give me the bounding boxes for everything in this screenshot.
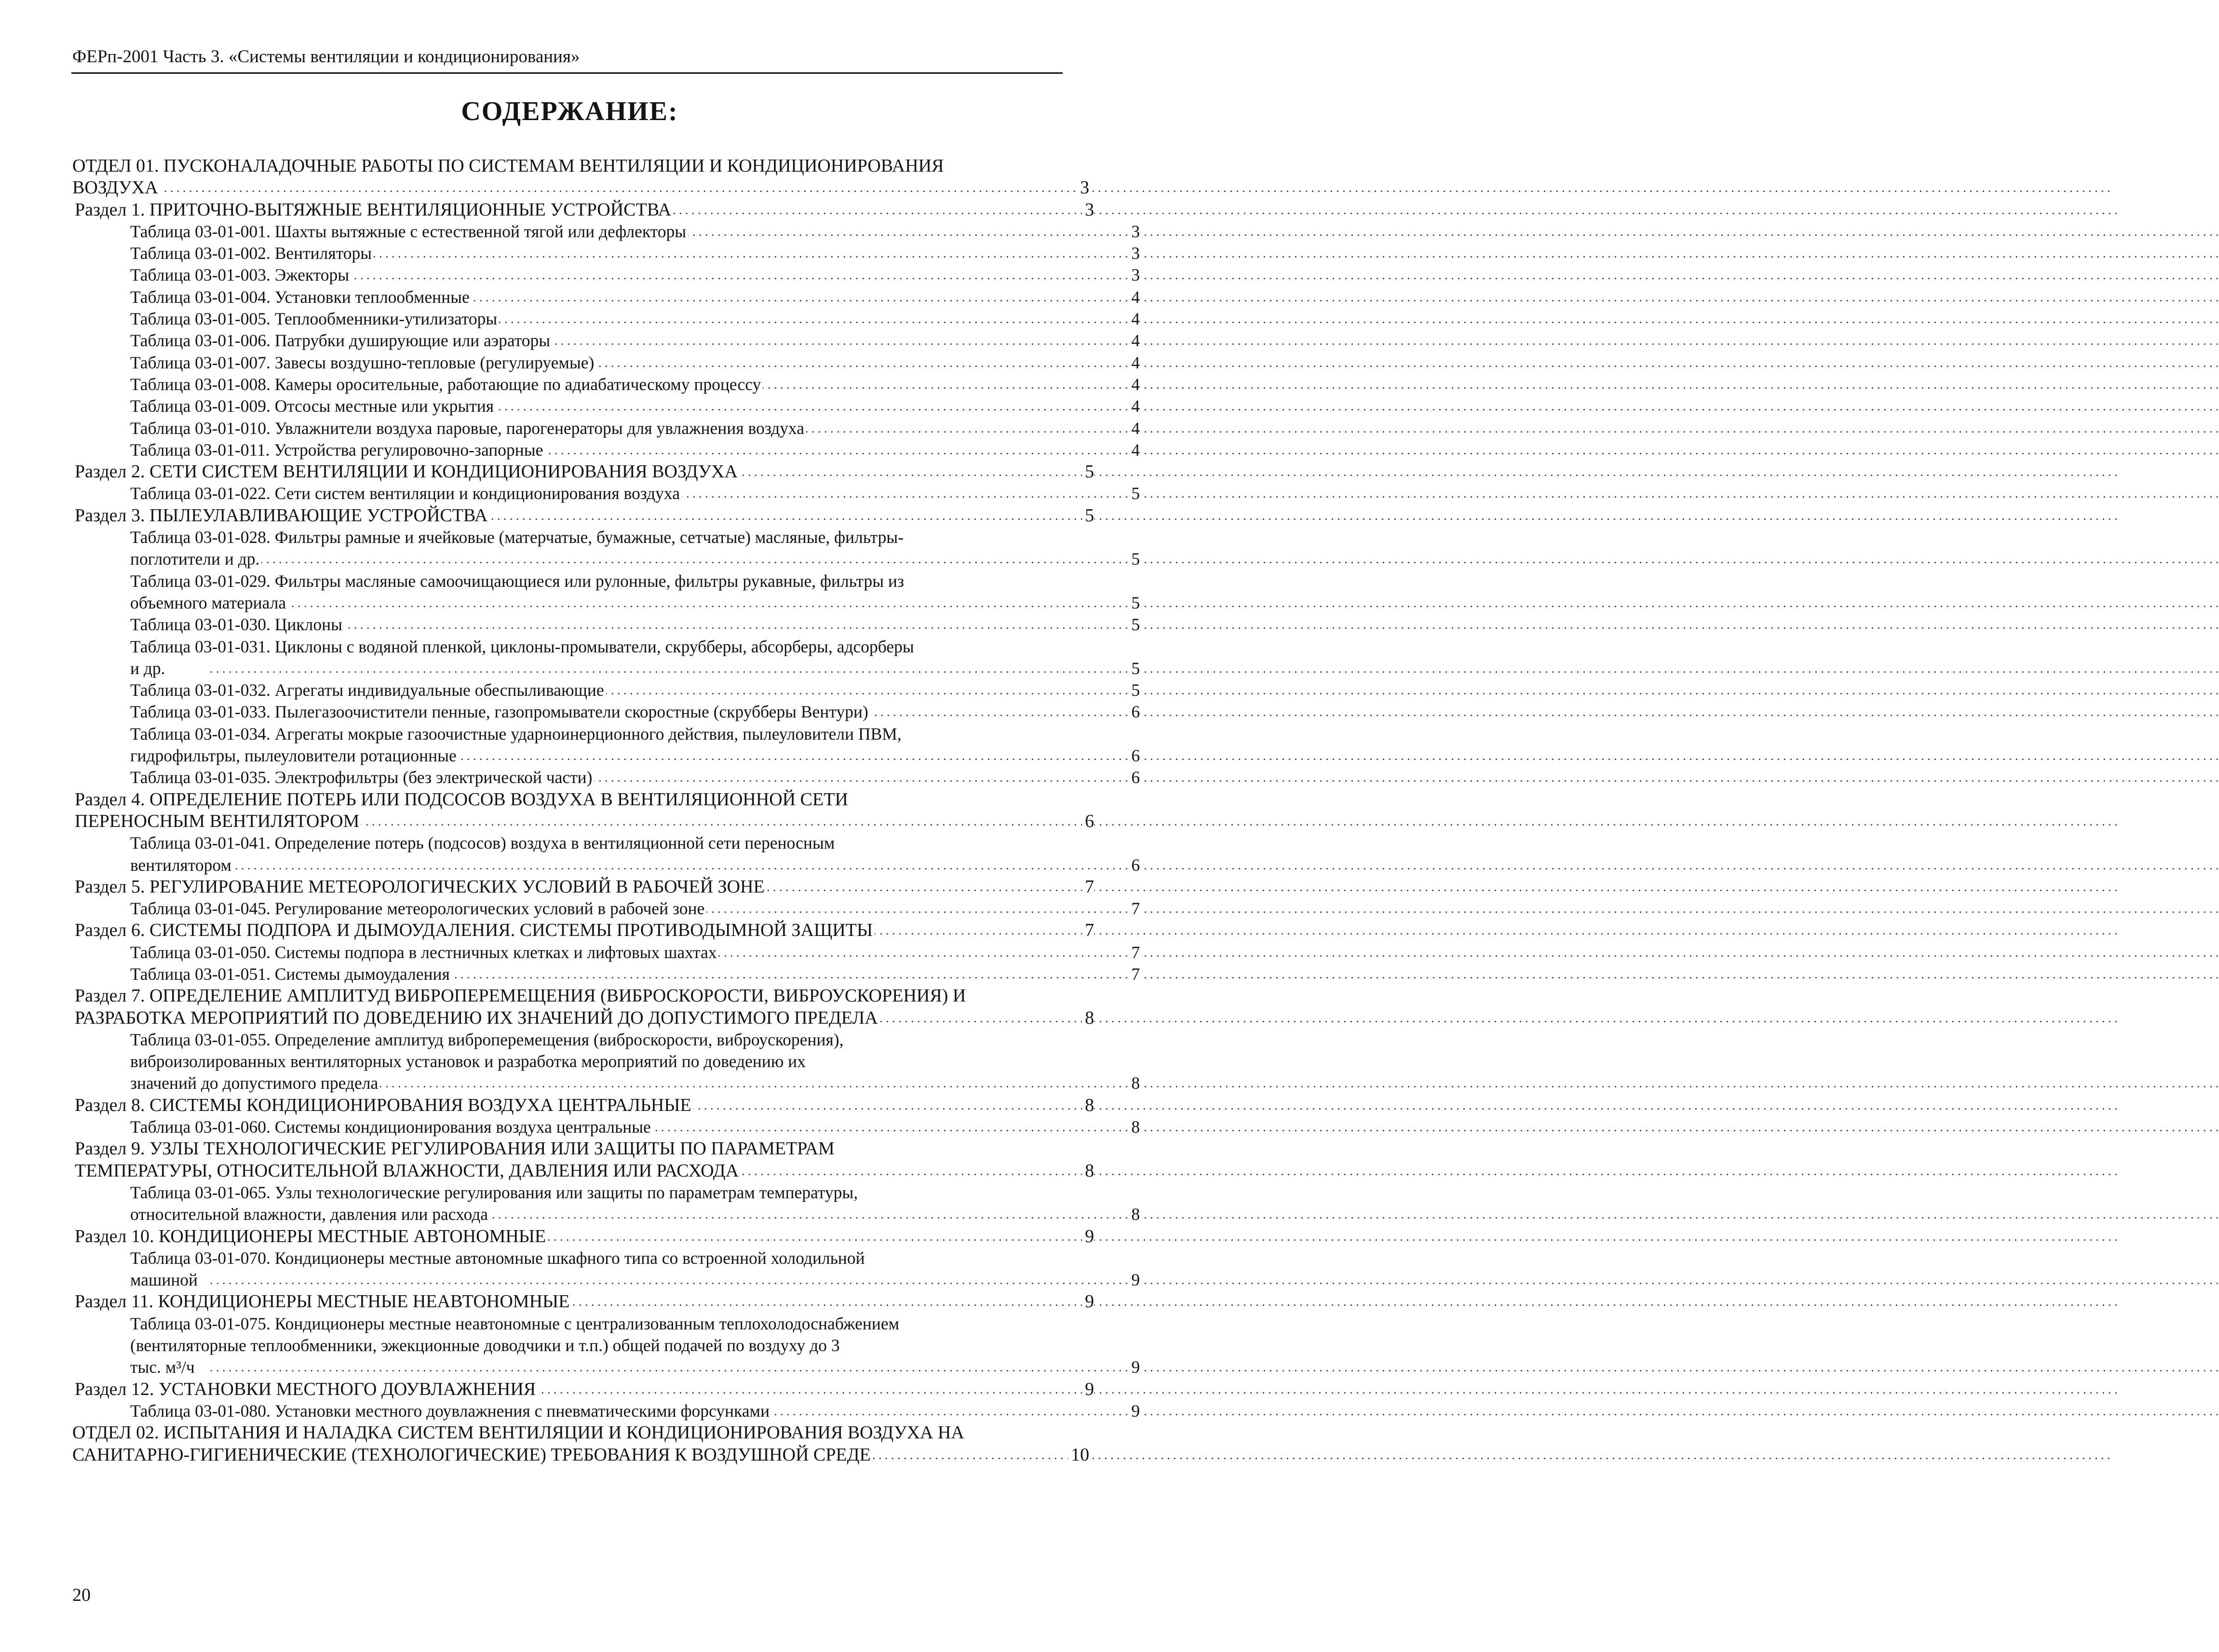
toc-entry-line (130, 1356, 1140, 1378)
toc-page-number: 10 (1068, 1444, 1089, 1466)
toc-page-number: 6 (1128, 745, 1140, 767)
toc-entry-line (75, 1291, 1094, 1313)
toc-entry-text: Таблица 03-01-080. Установки местного доувлажнения с пневматическими форсунками (130, 1401, 771, 1421)
toc-entry-line (130, 636, 1140, 658)
toc-entry-line (75, 789, 1094, 811)
toc-entry-text: Таблица 03-01-070. Кондиционеры местные автономные шкафного типа со встроенной холодильной (130, 1248, 867, 1268)
toc-entry-line (130, 1029, 1140, 1051)
toc-entry-razdel[interactable] (75, 1138, 1094, 1182)
toc-entry-text: Таблица 03-01-075. Кондиционеры местные неавтономные с централизованным теплохолодоснабжением (130, 1314, 901, 1333)
toc-entry-line (130, 701, 1140, 723)
toc-entry-line (130, 963, 1140, 985)
toc-page-number: 4 (1128, 395, 1140, 417)
toc-entry-text: Таблица 03-01-034. Агрегаты мокрые газоочистные ударноинерционного действия, пылеуловители ПВМ, (130, 724, 904, 744)
toc-entry-razdel[interactable] (75, 1379, 1094, 1400)
toc-page-number: 8 (1128, 1072, 1140, 1094)
toc-entry-line (130, 1182, 1140, 1204)
toc-entry-text: Раздел 4. ОПРЕДЕЛЕНИЕ ПОТЕРЬ ИЛИ ПОДСОСОВ ВОЗДУХА В ВЕНТИЛЯЦИОННОЙ СЕТИ (75, 789, 850, 810)
toc-page-number: 7 (1128, 942, 1140, 963)
toc-entry-razdel[interactable] (75, 1095, 1094, 1116)
toc-entry-table[interactable] (130, 308, 1140, 330)
toc-entry-table[interactable] (130, 418, 1140, 439)
toc-entry-table[interactable] (130, 1182, 1140, 1226)
toc-page-number: 9 (1128, 1400, 1140, 1422)
toc-entry-text: ОТДЕЛ 01. ПУСКОНАЛАДОЧНЫЕ РАБОТЫ ПО СИСТЕМАМ ВЕНТИЛЯЦИИ И КОНДИЦИОНИРОВАНИЯ (72, 156, 946, 176)
running-header: ФЕРп-2001 Часть 3. «Системы вентиляции и кондиционирования» (72, 47, 580, 67)
toc-entry-text: Раздел 6. СИСТЕМЫ ПОДПОРА И ДЫМОУДАЛЕНИЯ. СИСТЕМЫ ПРОТИВОДЫМНОЙ ЗАЩИТЫ (75, 920, 875, 940)
toc-entry-text: Раздел 2. СЕТИ СИСТЕМ ВЕНТИЛЯЦИИ И КОНДИЦИОНИРОВАНИЯ ВОЗДУХА (75, 461, 740, 482)
toc-entry-table[interactable] (130, 286, 1140, 308)
toc-entry-text: поглотители и др. (130, 549, 261, 569)
toc-entry-line (75, 1007, 1094, 1029)
toc-entry-otdel[interactable] (72, 1422, 1089, 1466)
toc-entry-razdel[interactable] (75, 1226, 1094, 1247)
toc-entry-text: Таблица 03-01-032. Агрегаты индивидуальные обеспыливающие (130, 680, 606, 700)
toc-entry-line (130, 374, 1140, 395)
toc-page-number: 5 (1128, 679, 1140, 701)
toc-entry-text: ВОЗДУХА (72, 177, 160, 198)
toc-entry-text: Раздел 12. УСТАНОВКИ МЕСТНОГО ДОУВЛАЖНЕНИЯ (75, 1379, 538, 1399)
toc-page-number: 7 (1082, 876, 1094, 898)
toc-entry-text: Таблица 03-01-065. Узлы технологические регулирования или защиты по параметрам температуры, (130, 1183, 860, 1202)
toc-entry-text: Раздел 8. СИСТЕМЫ КОНДИЦИОНИРОВАНИЯ ВОЗДУХА ЦЕНТРАЛЬНЫЕ (75, 1095, 693, 1115)
toc-entry-line (130, 330, 1140, 352)
toc-entry-line (130, 264, 1140, 286)
toc-entry-text: Таблица 03-01-009. Отсосы местные или укрытия (130, 396, 496, 416)
toc-entry-text: Раздел 11. КОНДИЦИОНЕРЫ МЕСТНЫЕ НЕАВТОНОМНЫЕ (75, 1291, 571, 1312)
toc-entry-text: Таблица 03-01-028. Фильтры рамные и ячейковые (матерчатые, бумажные, сетчатые) масляные, фильтры- (130, 528, 906, 547)
toc-page-number: 5 (1128, 614, 1140, 636)
toc-entry-razdel[interactable] (75, 505, 1094, 527)
toc-page-number: 7 (1082, 920, 1094, 941)
toc-entry-text: (вентиляторные теплообменники, эжекционные доводчики и т.п.) общей подачей по воздуху до 3 (130, 1336, 842, 1355)
toc-entry-table[interactable] (130, 352, 1140, 374)
toc-entry-text: Раздел 3. ПЫЛЕУЛАВЛИВАЮЩИЕ УСТРОЙСТВА (75, 505, 489, 526)
toc-entry-line (130, 483, 1140, 504)
toc-entry-text: объемного материала (130, 593, 288, 612)
toc-entry-text: и др. (130, 659, 167, 678)
toc-page-number: 3 (1128, 243, 1140, 264)
toc-entry-text: Таблица 03-01-030. Циклоны (130, 615, 344, 634)
toc-entry-table[interactable] (130, 243, 1140, 264)
toc-entry-line (130, 1204, 1140, 1225)
toc-entry-text: машиной (130, 1270, 200, 1289)
toc-entry-text: Таблица 03-01-051. Системы дымоудаления (130, 964, 452, 984)
toc-entry-line (72, 155, 1089, 177)
toc-entry-line (130, 745, 1140, 767)
toc-page-number: 5 (1082, 461, 1094, 483)
toc-entry-line (75, 876, 1094, 898)
toc-entry-line (130, 352, 1140, 374)
toc-entry-table[interactable] (130, 723, 1140, 767)
toc-entry-line (130, 1335, 1140, 1356)
toc-entry-line (130, 854, 1140, 876)
toc-entry-text: ОТДЕЛ 02. ИСПЫТАНИЯ И НАЛАДКА СИСТЕМ ВЕНТИЛЯЦИИ И КОНДИЦИОНИРОВАНИЯ ВОЗДУХА НА (72, 1422, 966, 1443)
toc-entry-text: Таблица 03-01-060. Системы кондиционирования воздуха центральные (130, 1117, 653, 1137)
toc-entry-text: относительной влажности, давления или расхода (130, 1205, 490, 1224)
toc-entry-line (75, 1226, 1094, 1247)
toc-entry-line (130, 527, 1140, 548)
toc-page-number: 5 (1128, 592, 1140, 614)
toc-entry-line (75, 199, 1094, 221)
toc-entry-text: Раздел 5. РЕГУЛИРОВАНИЕ МЕТЕОРОЛОГИЧЕСКИХ УСЛОВИЙ В РАБОЧЕЙ ЗОНЕ (75, 877, 767, 897)
toc-entry-line (72, 1444, 1089, 1466)
toc-entry-text: Таблица 03-01-041. Определение потерь (подсосов) воздуха в вентиляционной сети переносным (130, 833, 837, 853)
toc-entry-text: Таблица 03-01-004. Установки теплообменные (130, 287, 472, 307)
toc-entry-text: ПЕРЕНОСНЫМ ВЕНТИЛЯТОРОМ (75, 811, 361, 831)
toc-page-number: 5 (1128, 548, 1140, 570)
toc-entry-line (75, 920, 1094, 941)
toc-entry-table[interactable] (130, 614, 1140, 636)
toc-entry-text: Таблица 03-01-050. Системы подпора в лестничных клетках и лифтовых шахтах (130, 943, 718, 962)
toc-entry-text: Таблица 03-01-045. Регулирование метеорологических условий в рабочей зоне (130, 899, 706, 918)
toc-entry-line (130, 658, 1140, 679)
toc-entry-text: Таблица 03-01-001. Шахты вытяжные с естественной тягой или дефлекторы (130, 222, 688, 241)
toc-page-number: 3 (1077, 177, 1089, 199)
toc-entry-table[interactable] (130, 395, 1140, 417)
toc-page-number: 9 (1128, 1269, 1140, 1291)
toc-entry-table[interactable] (130, 330, 1140, 352)
toc-page-number: 4 (1128, 418, 1140, 439)
toc-entry-table[interactable] (130, 1247, 1140, 1291)
toc-entry-line (75, 1138, 1094, 1160)
toc-entry-text: вентилятором (130, 855, 233, 875)
toc-entry-line (130, 898, 1140, 920)
toc-page-number: 6 (1128, 854, 1140, 876)
toc-entry-table[interactable] (130, 636, 1140, 680)
toc-entry-text: Раздел 1. ПРИТОЧНО-ВЫТЯЖНЫЕ ВЕНТИЛЯЦИОННЫЕ УСТРОЙСТВА (75, 200, 673, 220)
toc-entry-line (130, 308, 1140, 330)
toc-entry-line (72, 1422, 1089, 1444)
toc-entry-table[interactable] (130, 1029, 1140, 1095)
toc-entry-text: Таблица 03-01-003. Эжекторы (130, 265, 351, 284)
toc-page-number: 3 (1082, 199, 1094, 221)
toc-entry-table[interactable] (130, 483, 1140, 504)
toc-page-number: 7 (1128, 898, 1140, 920)
toc-entry-text: тыс. м³/ч (130, 1357, 197, 1377)
toc-entry-table[interactable] (130, 374, 1140, 395)
toc-entry-razdel[interactable] (75, 876, 1094, 898)
header-rule (71, 72, 1063, 74)
toc-entry-table[interactable] (130, 439, 1140, 461)
toc-entry-text: Таблица 03-01-005. Теплообменники-утилизаторы (130, 309, 499, 328)
toc-page-number: 4 (1128, 439, 1140, 461)
toc-page-number: 9 (1082, 1291, 1094, 1313)
toc-entry-razdel[interactable] (75, 920, 1094, 941)
toc-page-number: 5 (1128, 658, 1140, 679)
toc-page-number: 5 (1082, 505, 1094, 527)
toc-page-number: 4 (1128, 286, 1140, 308)
toc-entry-razdel[interactable] (75, 1291, 1094, 1313)
toc-entry-line (130, 395, 1140, 417)
toc-entry-text: виброизолированных вентиляторных установок и разработка мероприятий по доведению их (130, 1052, 808, 1071)
table-of-contents (0, 155, 1139, 1466)
page-title: СОДЕРЖАНИЕ: (461, 96, 678, 126)
toc-entry-line (130, 548, 1140, 570)
toc-entry-text: Таблица 03-01-035. Электрофильтры (без электрической части) (130, 768, 594, 787)
toc-entry-line (130, 679, 1140, 701)
toc-entry-line (130, 1247, 1140, 1269)
toc-entry-table[interactable] (130, 527, 1140, 570)
toc-entry-table[interactable] (130, 701, 1140, 723)
toc-entry-table[interactable] (130, 942, 1140, 963)
toc-entry-text: ТЕМПЕРАТУРЫ, ОТНОСИТЕЛЬНОЙ ВЛАЖНОСТИ, ДАВЛЕНИЯ ИЛИ РАСХОДА (75, 1161, 741, 1181)
toc-entry-line (75, 505, 1094, 527)
toc-entry-text: Таблица 03-01-007. Завесы воздушно-тепловые (регулируемые) (130, 353, 596, 372)
toc-entry-table[interactable] (130, 221, 1140, 243)
toc-entry-line (130, 221, 1140, 243)
toc-entry-table[interactable] (130, 679, 1140, 701)
toc-entry-line (75, 1160, 1094, 1182)
page-number: 20 (72, 1585, 91, 1605)
toc-page-number: 6 (1128, 767, 1140, 788)
toc-entry-razdel[interactable] (75, 985, 1094, 1029)
toc-entry-text: Таблица 03-01-006. Патрубки душирующие или аэраторы (130, 331, 552, 350)
toc-entry-otdel[interactable] (72, 155, 1089, 199)
toc-entry-line (130, 1400, 1140, 1422)
toc-entry-table[interactable] (130, 898, 1140, 920)
toc-entry-line (130, 723, 1140, 745)
toc-page-number: 4 (1128, 374, 1140, 395)
toc-entry-line (75, 1095, 1094, 1116)
toc-page-number: 8 (1082, 1007, 1094, 1029)
toc-entry-text: Таблица 03-01-022. Сети систем вентиляции и кондиционирования воздуха (130, 484, 682, 503)
toc-entry-text: Раздел 7. ОПРЕДЕЛЕНИЕ АМПЛИТУД ВИБРОПЕРЕМЕЩЕНИЯ (ВИБРОСКОРОСТИ, ВИБРОУСКОРЕНИЯ) И (75, 986, 968, 1006)
toc-page-number: 8 (1082, 1095, 1094, 1116)
toc-entry-text: Таблица 03-01-055. Определение амплитуд виброперемещения (виброскорости, виброускорения), (130, 1030, 845, 1049)
toc-entry-line (130, 418, 1140, 439)
toc-entry-line (130, 1269, 1140, 1291)
toc-entry-table[interactable] (130, 1116, 1140, 1138)
toc-entry-razdel[interactable] (75, 461, 1094, 483)
toc-entry-line (130, 1051, 1140, 1072)
toc-entry-line (130, 570, 1140, 592)
toc-entry-line (75, 461, 1094, 483)
toc-entry-table[interactable] (130, 963, 1140, 985)
toc-entry-table[interactable] (130, 767, 1140, 788)
toc-page-number: 4 (1128, 330, 1140, 352)
toc-entry-line (75, 985, 1094, 1007)
toc-entry-line (130, 1313, 1140, 1335)
toc-entry-text: гидрофильтры, пылеуловители ротационные (130, 746, 459, 765)
toc-page-number: 4 (1128, 352, 1140, 374)
toc-entry-table[interactable] (130, 1313, 1140, 1379)
toc-entry-line (130, 1116, 1140, 1138)
toc-entry-text: значений до допустимого предела (130, 1073, 380, 1093)
toc-page-number: 7 (1128, 963, 1140, 985)
toc-entry-text: Таблица 03-01-002. Вентиляторы (130, 244, 374, 263)
toc-page-number: 9 (1128, 1356, 1140, 1378)
toc-entry-line (130, 614, 1140, 636)
toc-page-number: 4 (1128, 308, 1140, 330)
toc-entry-line (130, 942, 1140, 963)
toc-entry-line (130, 243, 1140, 264)
toc-entry-text: Раздел 10. КОНДИЦИОНЕРЫ МЕСТНЫЕ АВТОНОМНЫЕ (75, 1226, 548, 1246)
toc-page-number: 9 (1082, 1379, 1094, 1400)
toc-page-number: 5 (1128, 483, 1140, 504)
toc-entry-line (75, 1379, 1094, 1400)
toc-page-number: 8 (1082, 1160, 1094, 1182)
toc-entry-text: Раздел 9. УЗЛЫ ТЕХНОЛОГИЧЕСКИЕ РЕГУЛИРОВАНИЯ ИЛИ ЗАЩИТЫ ПО ПАРАМЕТРАМ (75, 1138, 837, 1159)
toc-entry-line (130, 832, 1140, 854)
toc-entry-razdel[interactable] (75, 199, 1094, 221)
toc-entry-line (130, 592, 1140, 614)
toc-page-number: 8 (1128, 1204, 1140, 1225)
toc-page-number: 9 (1082, 1226, 1094, 1247)
toc-page-number: 3 (1128, 264, 1140, 286)
toc-page-number: 6 (1128, 701, 1140, 723)
toc-entry-text: Таблица 03-01-033. Пылегазоочистители пенные, газопромыватели скоростные (скрубберы Вентури) (130, 702, 870, 721)
toc-entry-text: Таблица 03-01-031. Циклоны с водяной пленкой, циклоны-промыватели, скрубберы, абсорберы, адсорберы (130, 637, 916, 656)
toc-entry-text: САНИТАРНО-ГИГИЕНИЧЕСКИЕ (ТЕХНОЛОГИЧЕСКИЕ) ТРЕБОВАНИЯ К ВОЗДУШНОЙ СРЕДЕ (72, 1445, 873, 1465)
toc-entry-line (130, 767, 1140, 788)
toc-entry-line (130, 286, 1140, 308)
toc-entry-table[interactable] (130, 264, 1140, 286)
toc-page-number: 3 (1128, 221, 1140, 243)
toc-entry-line (75, 811, 1094, 832)
toc-entry-table[interactable] (130, 570, 1140, 614)
toc-entry-table[interactable] (130, 1400, 1140, 1422)
toc-entry-text: Таблица 03-01-008. Камеры оросительные, работающие по адиабатическому процессу (130, 375, 763, 394)
toc-entry-text: РАЗРАБОТКА МЕРОПРИЯТИЙ ПО ДОВЕДЕНИЮ ИХ ЗНАЧЕНИЙ ДО ДОПУСТИМОГО ПРЕДЕЛА (75, 1008, 880, 1028)
toc-entry-table[interactable] (130, 832, 1140, 876)
toc-entry-text: Таблица 03-01-029. Фильтры масляные самоочищающиеся или рулонные, фильтры рукавные, фильтры из (130, 571, 906, 591)
toc-entry-line (130, 439, 1140, 461)
toc-entry-text: Таблица 03-01-010. Увлажнители воздуха паровые, парогенераторы для увлажнения воздуха (130, 419, 806, 438)
toc-entry-line (130, 1072, 1140, 1094)
toc-entry-text: Таблица 03-01-011. Устройства регулировочно-запорные (130, 440, 545, 460)
toc-entry-razdel[interactable] (75, 789, 1094, 833)
toc-page-number: 8 (1128, 1116, 1140, 1138)
toc-entry-line (72, 177, 1089, 199)
toc-page-number: 6 (1082, 811, 1094, 832)
